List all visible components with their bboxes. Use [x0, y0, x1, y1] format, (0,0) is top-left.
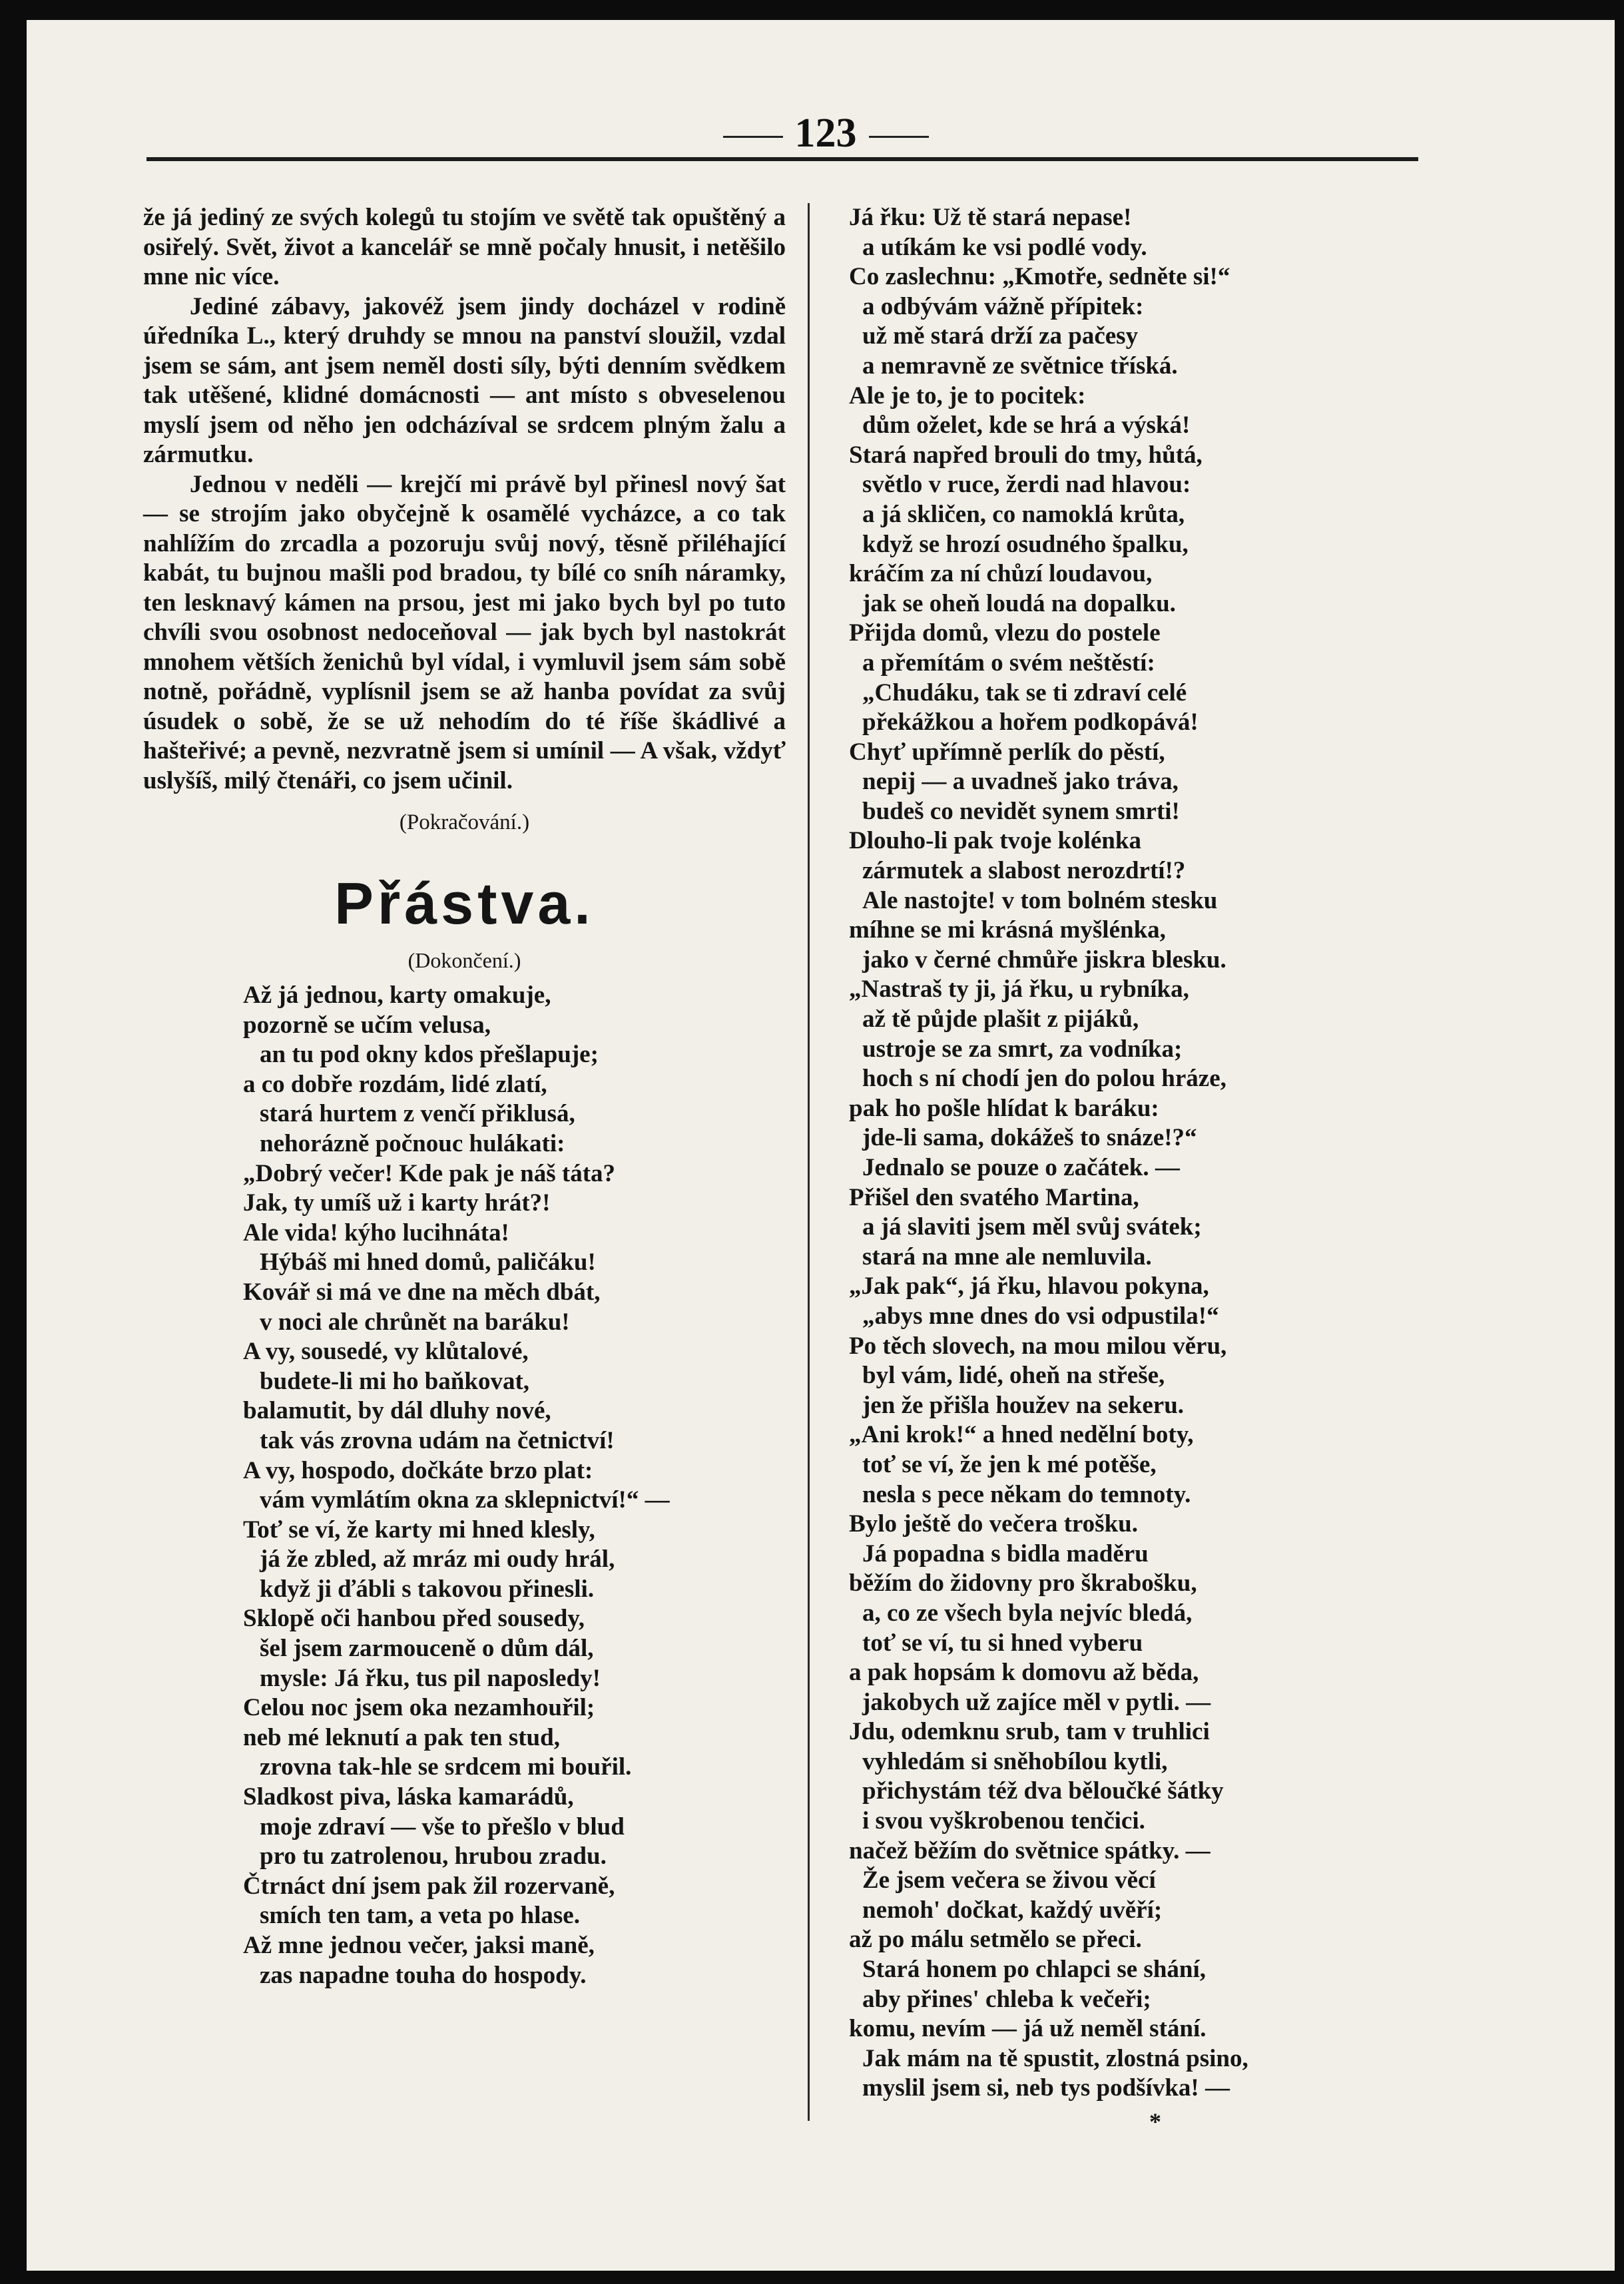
- verse-line: šel jsem zarmouceně o dům dál,: [260, 1635, 594, 1663]
- verse-line: Čtrnáct dní jsem pak žil rozervaně,: [243, 1872, 615, 1900]
- verse-line: Ale vida! kýho lucihnáta!: [243, 1219, 509, 1247]
- verse-line: Sladkost piva, láska kamarádů,: [243, 1783, 574, 1811]
- verse-line: a pak hopsám k domovu až běda,: [849, 1659, 1199, 1687]
- verse-line: kráčím za ní chůzí loudavou,: [849, 560, 1153, 588]
- verse-line: tak vás zrovna udám na četnictví!: [260, 1426, 615, 1454]
- prose-paragraph: že já jediný ze svých kolegů tu stojím ve světě tak opuštěný a osiřelý. Svět, život a kancelář se mně počaly hnusit, i netěšilo mne nic více.: [143, 204, 786, 290]
- verse-line: Jednalo se pouze o začátek. —: [862, 1154, 1180, 1181]
- verse-line: a, co ze všech byla nejvíc bledá,: [862, 1599, 1193, 1627]
- verse-line: Jak, ty umíš už i karty hrát?!: [243, 1189, 551, 1217]
- verse-line: Kovář si má ve dne na měch dbát,: [243, 1278, 601, 1306]
- verse-line: Hýbáš mi hned domů, paličáku!: [260, 1249, 596, 1277]
- verse-line: přichystám též dva běloučké šátky: [862, 1777, 1224, 1805]
- verse-line: pro tu zatrolenou, hrubou zradu.: [260, 1843, 607, 1870]
- verse-line: jakobych už zajíce měl v pytli. —: [862, 1688, 1211, 1716]
- verse-line: Přijda domů, vlezu do postele: [849, 619, 1161, 647]
- verse-line: nehorázně počnouc hulákati:: [260, 1129, 565, 1157]
- verse-line: moje zdraví — vše to přešlo v blud: [260, 1813, 625, 1841]
- verse-line: pozorně se učím velusa,: [243, 1011, 491, 1039]
- verse-line: zármutek a slabost nerozdrtí!?: [862, 857, 1186, 885]
- verse-line: stará hurtem z venčí přiklusá,: [260, 1100, 575, 1128]
- verse-line: Co zaslechnu: „Kmotře, sedněte si!“: [849, 263, 1230, 291]
- verse-line: Toť se ví, že karty mi hned klesly,: [243, 1516, 595, 1544]
- verse-line: Jdu, odemknu srub, tam v truhlici: [849, 1718, 1210, 1746]
- verse-line: „abys mne dnes do vsi odpustila!“: [862, 1302, 1219, 1330]
- verse-line: budeš co nevidět synem smrti!: [862, 797, 1180, 825]
- verse-line: „Jak pak“, já řku, hlavou pokyna,: [849, 1273, 1209, 1300]
- verse-line: Sklopě oči hanbou před sousedy,: [243, 1605, 585, 1633]
- verse-line: a přemítám o svém neštěstí:: [862, 649, 1155, 677]
- verse-line: „Ani krok!“ a hned nedělní boty,: [849, 1421, 1194, 1449]
- verse-line: vyhledám si sněhobílou kytli,: [862, 1747, 1168, 1775]
- verse-line: a já skličen, co namoklá krůta,: [862, 500, 1185, 528]
- verse-line: a utíkám ke vsi podlé vody.: [862, 233, 1147, 261]
- prose-section: [143, 203, 786, 796]
- header-rule: [146, 157, 1418, 161]
- verse-line: Po těch slovech, na mou milou věru,: [849, 1332, 1227, 1360]
- verse-line: a já slaviti jsem měl svůj svátek;: [862, 1213, 1202, 1241]
- verse-line: stará na mne ale nemluvila.: [862, 1243, 1152, 1271]
- verse-line: neb mé leknutí a pak ten stud,: [243, 1723, 560, 1751]
- verse-line: „Dobrý večer! Kde pak je náš táta?: [243, 1159, 616, 1187]
- verse-line: Až mne jednou večer, jaksi maně,: [243, 1932, 595, 1959]
- prose-paragraph: Jediné zábavy, jakovéž jsem jindy docházel v rodině úředníka L., který druhdy se mnou na panství sloužil, vzdal jsem se sám, ant jsem neměl dosti síly, býti denním svědkem tak utěšené, klidné domácnosti — ant místo s obveselenou myslí jsem od něho jen odcházíval se srdcem plným žalu a zármutku.: [143, 292, 786, 468]
- verse-line: Já řku: Už tě stará nepase!: [849, 204, 1132, 231]
- verse-line: Ale nastojte! v tom bolném stesku: [862, 886, 1218, 914]
- verse-line: a nemravně ze světnice tříská.: [862, 352, 1178, 380]
- verse-line: toť se ví, tu si hned vyberu: [862, 1629, 1143, 1657]
- verse-line: i svou vyškrobenou tenčici.: [862, 1807, 1145, 1835]
- verse-line: překážkou a hořem podkopává!: [862, 709, 1199, 736]
- continuation-note: (Pokračování.): [399, 810, 530, 834]
- verse-line: Stará napřed brouli do tmy, hůtá,: [849, 441, 1203, 469]
- verse-line: „Chudáku, tak se ti zdraví celé: [862, 679, 1187, 707]
- verse-line: „Nastraš ty ji, já řku, u rybníka,: [849, 976, 1189, 1003]
- verse-line: Až já jednou, karty omakuje,: [243, 982, 551, 1009]
- verse-line: Dlouho-li pak tvoje kolénka: [849, 827, 1141, 855]
- poem-verse-right: [849, 203, 1462, 2104]
- verse-line: nesla s pece někam do temnoty.: [862, 1480, 1191, 1508]
- verse-line: jen že přišla houžev na sekeru.: [862, 1391, 1185, 1419]
- verse-line: Chyť upřímně perlík do pěstí,: [849, 738, 1165, 766]
- verse-line: hoch s ní chodí jen do polou hráze,: [862, 1065, 1226, 1093]
- verse-line: načež běžím do světnice spátky. —: [849, 1837, 1211, 1864]
- verse-line: vám vymlátím okna za sklepnictví!“ —: [260, 1486, 670, 1514]
- poem-verse-left: [143, 981, 786, 1990]
- verse-line: A vy, hospodo, dočkáte brzo plat:: [243, 1456, 593, 1484]
- poem-subtitle: (Dokončení.): [407, 948, 521, 972]
- verse-line: komu, nevím — já už neměl stání.: [849, 2015, 1207, 2043]
- verse-line: jak se oheň loudá na dopalku.: [862, 589, 1176, 617]
- verse-line: Já popadna s bidla maděru: [862, 1540, 1149, 1568]
- verse-line: A vy, sousedé, vy klůtalové,: [243, 1338, 529, 1366]
- verse-line: já že zbled, až mráz mi oudy hrál,: [260, 1546, 615, 1573]
- verse-line: Bylo ještě do večera trošku.: [849, 1510, 1138, 1538]
- verse-line: běžím do židovny pro škrabošku,: [849, 1570, 1197, 1597]
- verse-line: nepij — a uvadneš jako tráva,: [862, 768, 1179, 796]
- verse-line: Celou noc jsem oka nezamhouřil;: [243, 1694, 595, 1722]
- verse-line: až po málu setmělo se přeci.: [849, 1926, 1142, 1954]
- verse-line: když se hrozí osudného špalku,: [862, 530, 1189, 558]
- verse-line: když ji ďábli s takovou přinesli.: [260, 1575, 595, 1603]
- verse-line: a odbývám vážně přípitek:: [862, 292, 1144, 320]
- verse-line: balamutit, by dál dluhy nové,: [243, 1397, 551, 1425]
- verse-line: myslil jsem si, neb tys podšívka! —: [862, 2074, 1230, 2102]
- verse-line: už mě stará drží za pačesy: [862, 322, 1139, 350]
- verse-line: mysle: Já řku, tus pil naposledy!: [260, 1664, 601, 1692]
- verse-line: jako v černé chmůře jiskra blesku.: [862, 946, 1226, 974]
- verse-line: Stará honem po chlapci se shání,: [862, 1956, 1207, 1984]
- poem-title: Přástva.: [334, 870, 595, 936]
- verse-line: Ale je to, je to pocitek:: [849, 382, 1086, 410]
- prose-paragraph: Jednou v neděli — krejčí mi právě byl přinesl nový šat — se strojím jako obyčejně k osamělé vycházce, a co tak nahlížím do zrcadla a pozoruju svůj nový, těsně přiléhající kabát, tu bujnou mašli pod bradou, ty bílé co sníh náramky, ten lesknavý kámen na prsou, jest mi jako bych byl po tuto chvíli svou osobnost nedoceňoval — jak bych byl nastokrát mnohem větších ženichů byl vídal, i vymluvil jsem sám sobě notně, pořádně, vyplísnil jsem se až hanba povídat za svůj úsudek o sobě, že se už nehodím do té říše škádlivé a hašteřivé; a pevně, nezvratně jsem si umínil — A však, vždyť uslyšíš, milý čtenáři, co jsem učinil.: [143, 470, 786, 794]
- right-column: [849, 203, 1462, 2136]
- verse-line: aby přines' chleba k večeři;: [862, 1985, 1151, 2013]
- verse-line: až tě půjde plašit z pijáků,: [862, 1005, 1139, 1033]
- verse-line: an tu pod okny kdos přešlapuje;: [260, 1041, 599, 1069]
- verse-line: světlo v ruce, žerdi nad hlavou:: [862, 471, 1191, 499]
- verse-line: Jak mám na tě spustit, zlostná psino,: [862, 2044, 1248, 2072]
- verse-line: dům oželet, kde se hrá a výská!: [862, 412, 1191, 439]
- verse-line: byl vám, lidé, oheň na střeše,: [862, 1362, 1165, 1390]
- verse-line: zas napadne touha do hospody.: [260, 1961, 587, 1989]
- verse-line: nemoh' dočkat, každý uvěří;: [862, 1896, 1163, 1924]
- verse-line: toť se ví, že jen k mé potěše,: [862, 1450, 1157, 1478]
- verse-line: v noci ale chrůnět na baráku!: [260, 1308, 570, 1336]
- verse-line: pak ho pošle hlídat k baráku:: [849, 1094, 1159, 1122]
- verse-line: jde-li sama, dokážeš to snáze!?“: [862, 1124, 1197, 1152]
- verse-line: zrovna tak-hle se srdcem mi bouřil.: [260, 1753, 632, 1781]
- newspaper-page: [27, 20, 1615, 2271]
- verse-line: Přišel den svatého Martina,: [849, 1183, 1139, 1211]
- end-ornament: *: [1149, 2108, 1161, 2135]
- verse-line: smích ten tam, a veta po hlase.: [260, 1902, 580, 1930]
- verse-line: budete-li mi ho baňkovat,: [260, 1367, 530, 1395]
- verse-line: ustroje se za smrt, za vodníka;: [862, 1035, 1183, 1063]
- page-number: 123: [692, 110, 959, 157]
- verse-line: Že jsem večera se živou věcí: [862, 1866, 1156, 1894]
- left-column: [143, 203, 786, 1990]
- verse-line: a co dobře rozdám, lidé zlatí,: [243, 1070, 547, 1098]
- column-divider: [808, 203, 810, 2121]
- verse-line: míhne se mi krásná myšlénka,: [849, 916, 1166, 944]
